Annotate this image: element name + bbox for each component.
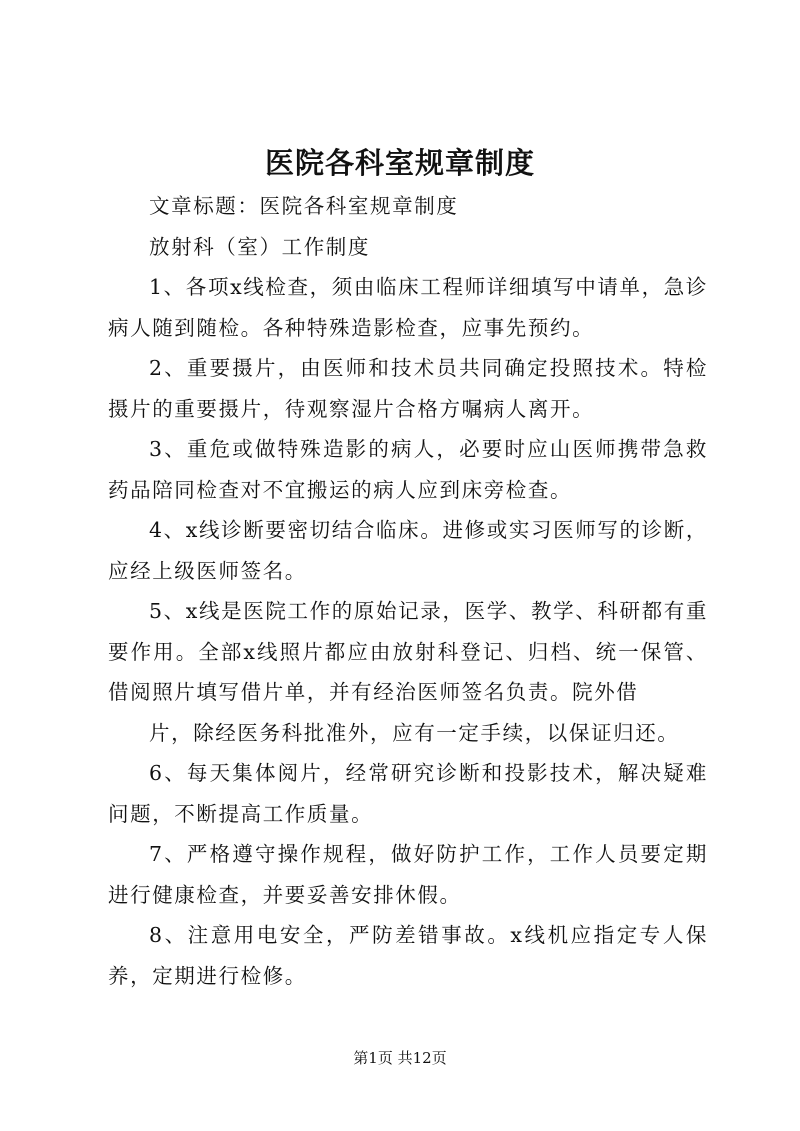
rule-item-8: 8、注意用电安全，严防差错事故。x线机应指定专人保养，定期进行检修。 — [108, 923, 708, 988]
rule-item-5-continued: 片，除经医务科批准外，应有一定手续，以保证归还。 — [149, 720, 680, 745]
rule-item-6: 6、每天集体阅片，经常研究诊断和投影技术，解决疑难问题，不断提高工作质量。 — [108, 761, 708, 826]
document-title: 医院各科室规章制度 — [264, 146, 535, 180]
rule-item-5: 5、x线是医院工作的原始记录，医学、教学、科研都有重要作用。全部x线照片都应由放射科登记、归档、统一保管、借阅照片填写借片单，并有经治医师签名负责。院外借 — [108, 599, 708, 704]
rule-item-4: 4、x线诊断要密切结合临床。进修或实习医师写的诊断，应经上级医师签名。 — [108, 518, 708, 583]
document-body — [108, 186, 708, 996]
rule-item-2: 2、重要摄片，由医师和技术员共同确定投照技术。特检摄片的重要摄片，待观察湿片合格方嘱病人离开。 — [108, 356, 708, 421]
rule-item-3: 3、重危或做特殊造影的病人，必要时应山医师携带急救药品陪同检查对不宜搬运的病人应到床旁检查。 — [108, 437, 708, 502]
page-number-footer: 第1页 共12页 — [353, 1049, 447, 1067]
article-title-line: 文章标题：医院各科室规章制度 — [149, 194, 459, 218]
rule-item-1: 1、各项x线检查，须由临床工程师详细填写中请单，急诊病人随到随检。各种特殊造影检查，应事先预约。 — [108, 275, 708, 340]
section-heading: 放射科（室）工作制度 — [149, 234, 370, 259]
rule-item-7: 7、严格遵守操作规程，做好防护工作，工作人员要定期进行健康检查，并要妥善安排休假。 — [108, 842, 708, 907]
